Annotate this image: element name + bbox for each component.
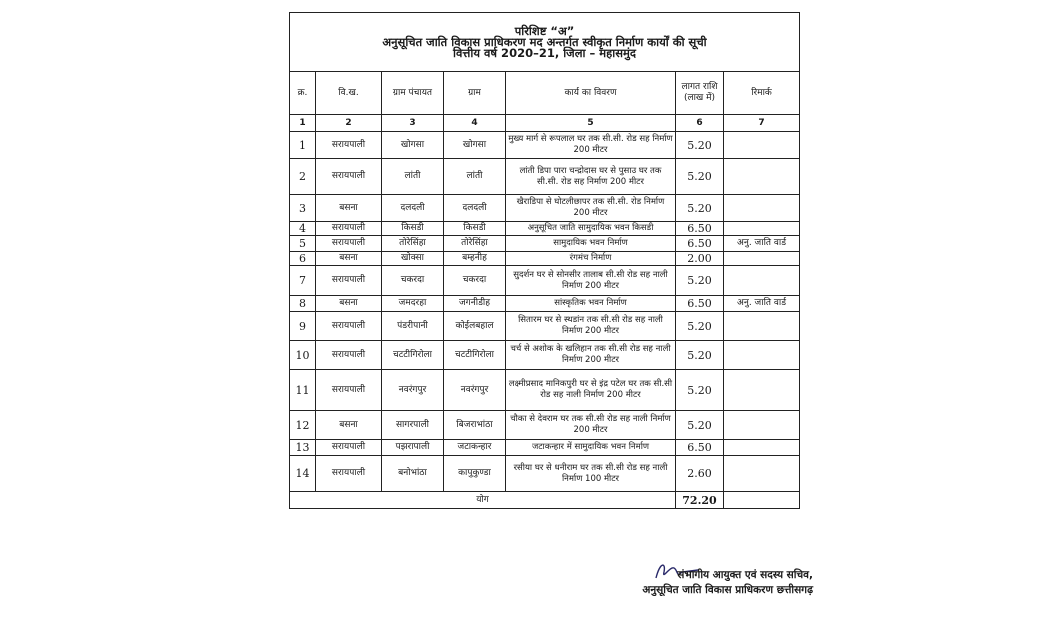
- row-work: चर्च से अशोक के खलिहान तक सी.सी रोड सह नाली निर्माण 200 मीटर: [506, 341, 676, 370]
- row-remark: [724, 222, 800, 236]
- row-work: रसीया घर से धनीराम घर तक सी.सी रोड सह नाली निर्माण 100 मीटर: [506, 456, 676, 492]
- row-panchayat: खोक्सा: [382, 252, 444, 266]
- row-village: तोरेसिंहा: [444, 236, 506, 252]
- row-amount: 6.50: [676, 236, 724, 252]
- works-table: [289, 12, 800, 509]
- row-serial: 4: [290, 222, 316, 236]
- row-panchayat: किसडी: [382, 222, 444, 236]
- table-row: [290, 159, 800, 195]
- row-amount: 2.00: [676, 252, 724, 266]
- row-remark: अनु. जाति वार्ड: [724, 296, 800, 312]
- row-work: सितारम घर से स्थडांन तक सी.सी रोड सह नाली निर्माण 200 मीटर: [506, 312, 676, 341]
- list-title: अनुसूचित जाति विकास प्राधिकरण मद अन्तर्गत स्वीकृत निर्माण कार्यों की सूची: [382, 34, 707, 49]
- row-serial: 9: [290, 312, 316, 341]
- row-village: किसडी: [444, 222, 506, 236]
- table-row: [290, 296, 800, 312]
- row-block: बसना: [316, 252, 382, 266]
- table-row: [290, 370, 800, 411]
- row-block: सरायपाली: [316, 222, 382, 236]
- row-amount: 6.50: [676, 440, 724, 456]
- column-number: 5: [506, 115, 676, 132]
- row-amount: 6.50: [676, 222, 724, 236]
- row-serial: 3: [290, 195, 316, 222]
- row-amount: 5.20: [676, 132, 724, 159]
- table-row: [290, 440, 800, 456]
- column-number: 6: [676, 115, 724, 132]
- header-amount: लागत राशि (लाख में): [676, 72, 724, 115]
- row-serial: 2: [290, 159, 316, 195]
- row-village: जटाकन्हार: [444, 440, 506, 456]
- row-village: लांती: [444, 159, 506, 195]
- row-remark: [724, 159, 800, 195]
- row-block: सरायपाली: [316, 159, 382, 195]
- row-remark: [724, 411, 800, 440]
- row-work: अनुसूचित जाति सामुदायिक भवन किसडी: [506, 222, 676, 236]
- row-block: सरायपाली: [316, 236, 382, 252]
- row-village: बम्हनीह: [444, 252, 506, 266]
- row-remark: [724, 132, 800, 159]
- row-remark: [724, 370, 800, 411]
- table-row: [290, 132, 800, 159]
- table-row: [290, 195, 800, 222]
- column-number: 2: [316, 115, 382, 132]
- row-panchayat: चकरदा: [382, 266, 444, 296]
- total-row: [290, 492, 800, 509]
- header-row: [290, 72, 800, 115]
- row-work: रंगमंच निर्माण: [506, 252, 676, 266]
- header-panchayat: ग्राम पंचायत: [382, 72, 444, 115]
- row-panchayat: लांती: [382, 159, 444, 195]
- table-row: [290, 222, 800, 236]
- header-village: ग्राम: [444, 72, 506, 115]
- column-number: 1: [290, 115, 316, 132]
- row-serial: 13: [290, 440, 316, 456]
- row-serial: 8: [290, 296, 316, 312]
- row-panchayat: पंडरीपानी: [382, 312, 444, 341]
- row-panchayat: पझरापाली: [382, 440, 444, 456]
- row-remark: [724, 312, 800, 341]
- table-row: [290, 341, 800, 370]
- row-block: सरायपाली: [316, 456, 382, 492]
- row-village: खोगसा: [444, 132, 506, 159]
- row-amount: 2.60: [676, 456, 724, 492]
- row-amount: 5.20: [676, 341, 724, 370]
- row-block: सरायपाली: [316, 132, 382, 159]
- row-serial: 6: [290, 252, 316, 266]
- row-block: बसना: [316, 411, 382, 440]
- total-amount: 72.20: [676, 492, 724, 509]
- row-block: बसना: [316, 195, 382, 222]
- row-serial: 14: [290, 456, 316, 492]
- row-block: सरायपाली: [316, 370, 382, 411]
- header-remark: रिमार्क: [724, 72, 800, 115]
- row-panchayat: नवरंगपुर: [382, 370, 444, 411]
- row-work: चौका से देवराम घर तक सी.सी रोड सह नाली निर्माण 200 मीटर: [506, 411, 676, 440]
- row-serial: 7: [290, 266, 316, 296]
- signature-block: [553, 568, 813, 598]
- total-remark: [724, 492, 800, 509]
- total-label: योग: [290, 492, 676, 509]
- row-work: सांस्कृतिक भवन निर्माण: [506, 296, 676, 312]
- fiscal-year-district: वित्तीय वर्ष 2020–21, जिला – महासमुंद: [453, 45, 636, 60]
- row-amount: 5.20: [676, 266, 724, 296]
- row-remark: [724, 195, 800, 222]
- header-block: वि.ख.: [316, 72, 382, 115]
- table-row: [290, 236, 800, 252]
- document-page: [289, 12, 799, 509]
- row-block: सरायपाली: [316, 266, 382, 296]
- row-block: बसना: [316, 296, 382, 312]
- row-panchayat: चटटीगिरोला: [382, 341, 444, 370]
- row-remark: अनु. जाति वार्ड: [724, 236, 800, 252]
- row-work: लक्ष्मीप्रसाद मानिकपुरी घर से इंद्र पटेल घर तक सी.सी रोड सह नाली निर्माण 200 मीटर: [506, 370, 676, 411]
- row-work: मुख्य मार्ग से रूपलाल घर तक सी.सी. रोड सह निर्माण 200 मीटर: [506, 132, 676, 159]
- row-amount: 5.20: [676, 159, 724, 195]
- row-village: चकरदा: [444, 266, 506, 296]
- header-serial: क्र.: [290, 72, 316, 115]
- table-row: [290, 456, 800, 492]
- row-panchayat: बनोभांठा: [382, 456, 444, 492]
- row-remark: [724, 341, 800, 370]
- row-village: चटटीगिरोला: [444, 341, 506, 370]
- row-panchayat: दलदली: [382, 195, 444, 222]
- table-body: [290, 132, 800, 492]
- row-remark: [724, 266, 800, 296]
- row-village: दलदली: [444, 195, 506, 222]
- appendix-title: परिशिष्ट “अ”: [514, 23, 575, 38]
- row-block: सरायपाली: [316, 341, 382, 370]
- row-serial: 1: [290, 132, 316, 159]
- row-panchayat: जमदरहा: [382, 296, 444, 312]
- row-remark: [724, 456, 800, 492]
- table-row: [290, 312, 800, 341]
- column-number: 3: [382, 115, 444, 132]
- row-work: लांती डिपा पारा चन्द्रोदास घर से पुसाउ घर तक सी.सी. रोड सह निर्माण 200 मीटर: [506, 159, 676, 195]
- row-work: जटाकन्हार में सामुदायिक भवन निर्माण: [506, 440, 676, 456]
- row-amount: 5.20: [676, 411, 724, 440]
- row-village: कोईलबहाल: [444, 312, 506, 341]
- row-work: खैराडिपा से घोटलीछापर तक सी.सी. रोड निर्माण 200 मीटर: [506, 195, 676, 222]
- row-block: सरायपाली: [316, 440, 382, 456]
- row-serial: 10: [290, 341, 316, 370]
- row-remark: [724, 440, 800, 456]
- row-panchayat: तोरेसिंहा: [382, 236, 444, 252]
- row-work: सामुदायिक भवन निर्माण: [506, 236, 676, 252]
- signatory-organization: अनुसूचित जाति विकास प्राधिकरण छत्तीसगढ़: [642, 584, 813, 596]
- table-row: [290, 266, 800, 296]
- table-row: [290, 252, 800, 266]
- row-serial: 12: [290, 411, 316, 440]
- row-village: कापुकुण्डा: [444, 456, 506, 492]
- row-serial: 5: [290, 236, 316, 252]
- row-amount: 5.20: [676, 370, 724, 411]
- row-block: सरायपाली: [316, 312, 382, 341]
- header-work: कार्य का विवरण: [506, 72, 676, 115]
- column-number: 4: [444, 115, 506, 132]
- row-village: नवरंगपुर: [444, 370, 506, 411]
- row-amount: 6.50: [676, 296, 724, 312]
- table-title: [290, 13, 800, 72]
- row-remark: [724, 252, 800, 266]
- row-work: सुदर्शन घर से सोनसीर तालाब सी.सी रोड सह नाली निर्माण 200 मीटर: [506, 266, 676, 296]
- row-panchayat: खोगसा: [382, 132, 444, 159]
- column-number-row: [290, 115, 800, 132]
- column-number: 7: [724, 115, 800, 132]
- table-row: [290, 411, 800, 440]
- row-amount: 5.20: [676, 312, 724, 341]
- row-panchayat: सागरपाली: [382, 411, 444, 440]
- row-amount: 5.20: [676, 195, 724, 222]
- signatory-designation: संभागीय आयुक्त एवं सदस्य सचिव,: [677, 569, 813, 581]
- row-serial: 11: [290, 370, 316, 411]
- row-village: बिजराभांठा: [444, 411, 506, 440]
- row-village: जगनीडीह: [444, 296, 506, 312]
